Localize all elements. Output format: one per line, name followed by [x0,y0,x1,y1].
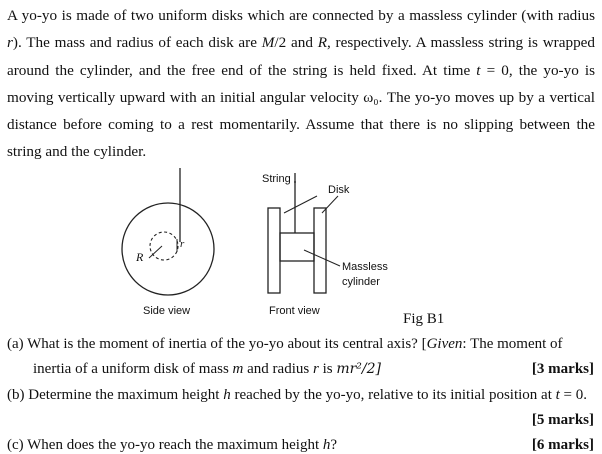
question-a-line1: (a) What is the moment of inertia of the yo-yo about its central axis? [Given: The moment of [7,336,563,352]
question-a-marks: [3 marks] [531,361,594,377]
label-string: String [262,173,291,185]
question-b-marks: [5 marks] [531,412,594,428]
question-c-marks: [6 marks] [531,437,594,453]
label-disk: Disk [328,184,350,196]
question-a-line2: inertia of a uniform disk of mass m and radius r is mr²/2] [33,361,381,377]
front-view-right-disk [314,208,326,293]
label-r: r [180,238,185,250]
label-R: R [136,250,144,264]
side-view-disk [122,203,214,295]
label-cylinder: cylinder [342,276,380,288]
label-massless: Massless [342,261,388,273]
cylinder-pointer [304,250,340,266]
figure-caption: Fig B1 [403,311,445,327]
side-view-caption: Side view [143,305,191,317]
disk-pointer-right [322,196,338,213]
front-view-left-disk [268,208,280,293]
question-c: (c) When does the yo-yo reach the maximum height h? [7,437,338,453]
inertia-formula: mr²/2] [336,361,381,377]
question-b: (b) Determine the maximum height h reached by the yo-yo, relative to its initial position at t = 0. [7,387,588,403]
disk-pointer-left [284,196,317,213]
problem-statement: A yo-yo is made of two uniform disks which are connected by a massless cylinder (with radius r). The mass and radius of each disk are M/2 and R, respectively. A massless string is wrapped around the cylinder, and the free end of the string is held fixed. At time t = 0, the yo-yo is moving vertically upward with an initial angular velocity ω₀. The yo-yo moves up by a vertical distance before coming to a rest momentarily. Assume that there is no slipping between the string and the cylinder. [7,7,595,161]
side-view-radius-R [149,246,162,258]
side-view-cylinder [150,232,178,260]
front-view-cylinder [280,233,314,261]
front-view-caption: Front view [269,305,320,317]
